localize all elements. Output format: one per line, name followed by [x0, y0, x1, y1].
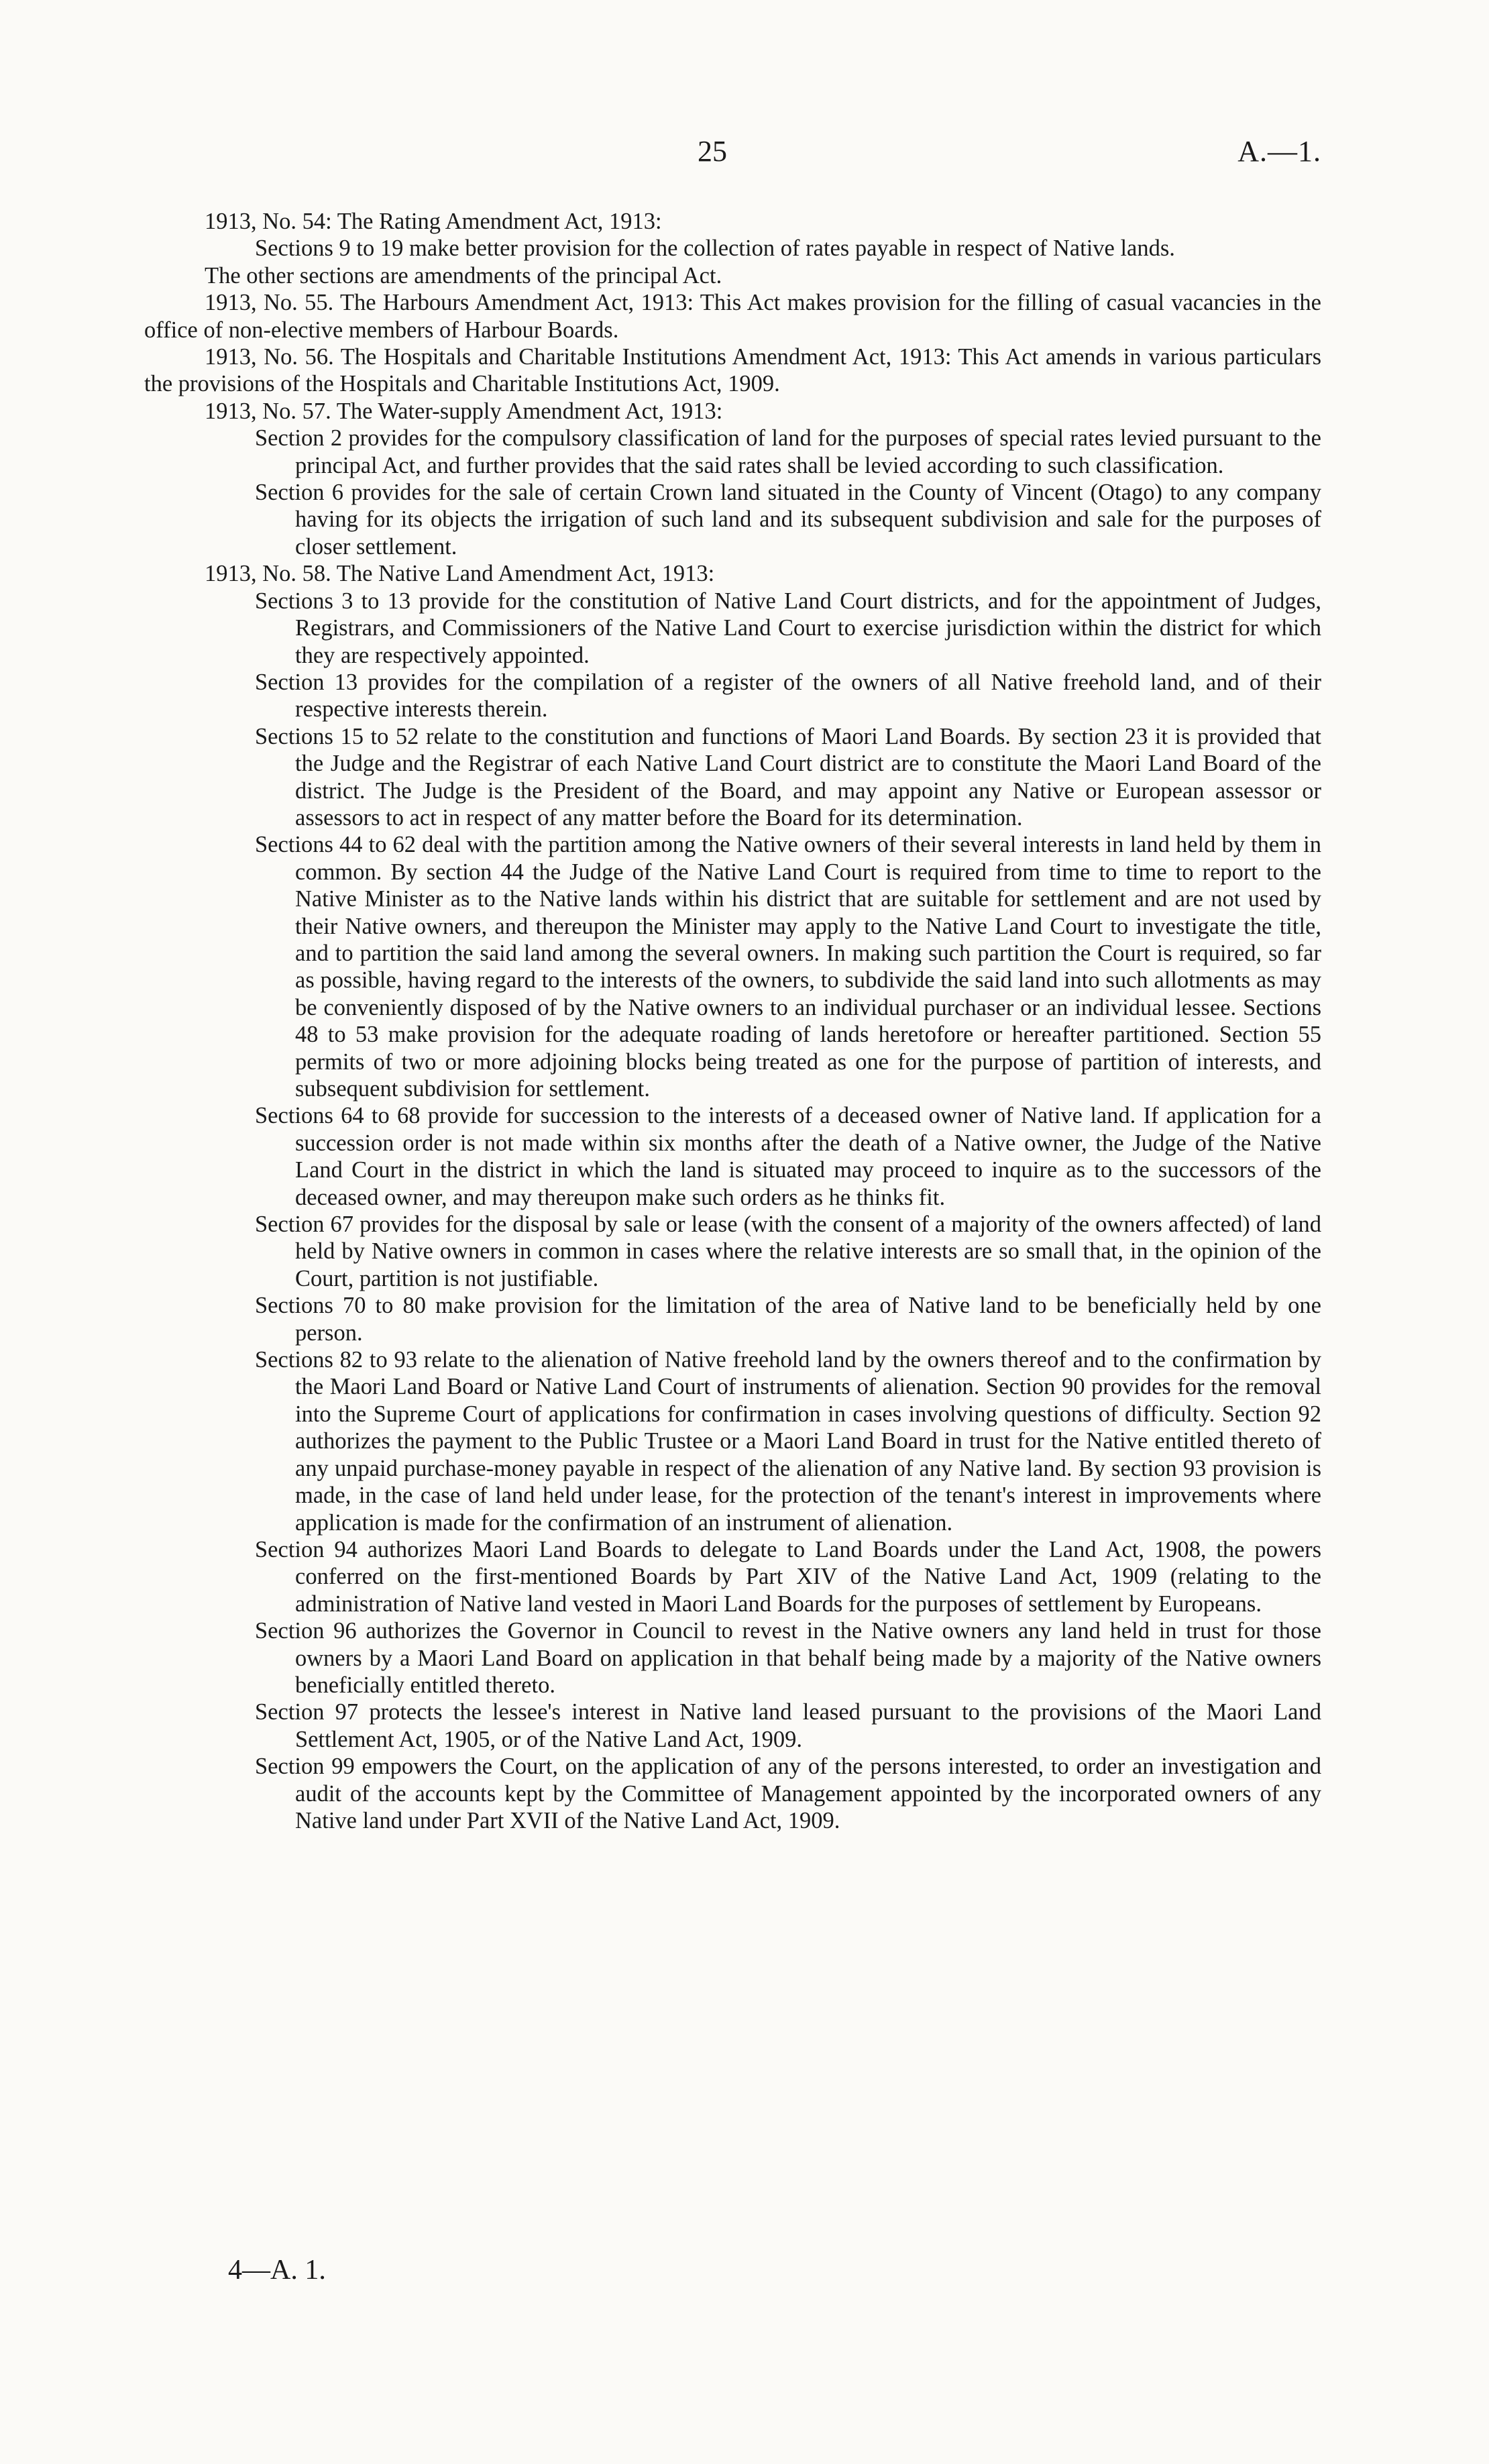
section-note: Sections 44 to 62 deal with the partition among the Native owners of their several interests in land held by them in common. By section 44 the Judge of the Native Land Court is required from time to time to report to the Native Minister as to the Native lands within his district that are suitable for settlement and are not used by their Native owners, and thereupon the Minister may apply to the Native Land Court to investigate the title, and to partition the said land among the several owners. In making such partition the Court is required, so far as possible, having regard to the interests of the owners, to subdivide the said land into such allotments as may be conveniently disposed of by the Native owners to an individual purchaser or an individual lessee. Sections 48 to 53 make provision for the adequate roading of lands heretofore or hereafter partitioned. Section 55 permits of two or more adjoining blocks being treated as one for the purpose of partition of interests, and subsequent subdivision for settlement.: [255, 832, 1321, 1102]
act-entry: 1913, No. 54: The Rating Amendment Act, 1913:: [205, 209, 662, 234]
act-entry: 1913, No. 57. The Water-supply Amendment Act, 1913:: [205, 398, 723, 424]
section-note: Section 94 authorizes Maori Land Boards to delegate to Land Boards under the Land Act, 1908, the powers conferred on the first-mentioned Boards by Part XIV of the Native Land Act, 1909 (relating to the administration of Native land vested in Maori Land Boards for the purposes of settlement by Europeans.: [255, 1536, 1321, 1617]
sheet-signature: 4—A. 1.: [228, 2255, 326, 2286]
document-reference: A.—1.: [1237, 135, 1321, 168]
section-note: Sections 15 to 52 relate to the constitution and functions of Maori Land Boards. By section 23 it is provided that the Judge and the Registrar of each Native Land Court district are to constitute the Maori Land Board of the district. The Judge is the President of the Board, and may appoint any Native or European assessor or assessors to act in respect of any matter before the Board for its determination.: [255, 723, 1321, 831]
section-note: Section 96 authorizes the Governor in Council to revest in the Native owners any land held in trust for those owners by a Maori Land Board on application in that behalf being made by a majority of the Native owners beneficially entitled thereto.: [255, 1618, 1321, 1698]
section-note: Sections 9 to 19 make better provision for the collection of rates payable in respect of Native lands.: [255, 235, 1175, 262]
section-note: Section 13 provides for the compilation of a register of the owners of all Native freehold land, and of their respective interests therein.: [255, 669, 1321, 722]
act-entry: 1913, No. 58. The Native Land Amendment Act, 1913:: [205, 561, 715, 587]
section-note: Section 97 protects the lessee's interest in Native land leased pursuant to the provisions of the Maori Land Settlement Act, 1905, or of the Native Land Act, 1909.: [255, 1699, 1321, 1752]
section-note: Sections 64 to 68 provide for succession to the interests of a deceased owner of Native land. If application for a succession order is not made within six months after the death of a Native owner, the Judge of the Native Land Court in the district in which the land is situated may proceed to inquire as to the successors of the deceased owner, and may thereupon make such orders as he thinks fit.: [255, 1103, 1321, 1210]
act-note: The other sections are amendments of the principal Act.: [205, 262, 722, 288]
section-note: Sections 70 to 80 make provision for the limitation of the area of Native land to be beneficially held by one person.: [255, 1293, 1321, 1346]
document-body: [144, 208, 1321, 1834]
section-note: Sections 82 to 93 relate to the alienation of Native freehold land by the owners thereof and to the confirmation by the Maori Land Board or Native Land Court of instruments of alienation. Section 90 provides for the removal into the Supreme Court of applications for confirmation in cases involving questions of difficulty. Section 92 authorizes the payment to the Public Trustee or a Maori Land Board in trust for the Native entitled thereto of any unpaid purchase-money payable in respect of the alienation of any Native land. By section 93 provision is made, in the case of land held under lease, for the protection of the tenant's interest in improvements where application is made for the confirmation of an instrument of alienation.: [255, 1347, 1321, 1536]
section-note: Sections 3 to 13 provide for the constitution of Native Land Court districts, and for the appointment of Judges, Registrars, and Commissioners of the Native Land Court to exercise jurisdiction within the district for which they are respectively appointed.: [255, 588, 1321, 668]
section-note: Section 99 empowers the Court, on the application of any of the persons interested, to order an investigation and audit of the accounts kept by the Committee of Management appointed by the incorporated owners of any Native land under Part XVII of the Native Land Act, 1909.: [255, 1754, 1321, 1833]
section-note: Section 2 provides for the compulsory classification of land for the purposes of special rates levied pursuant to the principal Act, and further provides that the said rates shall be levied according to such classification.: [255, 425, 1321, 478]
section-note: Section 6 provides for the sale of certain Crown land situated in the County of Vincent (Otago) to any company having for its objects the irrigation of such land and its subsequent subdivision and sale for the purposes of closer settlement.: [255, 480, 1321, 559]
page-header: [0, 134, 1489, 174]
section-note: Section 67 provides for the disposal by sale or lease (with the consent of a majority of the owners affected) of land held by Native owners in common in cases where the relative interests are so small that, in the opinion of the Court, partition is not justifiable.: [255, 1212, 1321, 1291]
act-entry: 1913, No. 55. The Harbours Amendment Act, 1913: This Act makes provision for the filling of casual vacancies in the office of non-elective members of Harbour Boards.: [144, 290, 1321, 343]
act-entry: 1913, No. 56. The Hospitals and Charitable Institutions Amendment Act, 1913: This Act amends in various particulars the provisions of the Hospitals and Charitable Institutions Act, 1909.: [144, 344, 1321, 397]
page-number: 25: [698, 135, 727, 168]
